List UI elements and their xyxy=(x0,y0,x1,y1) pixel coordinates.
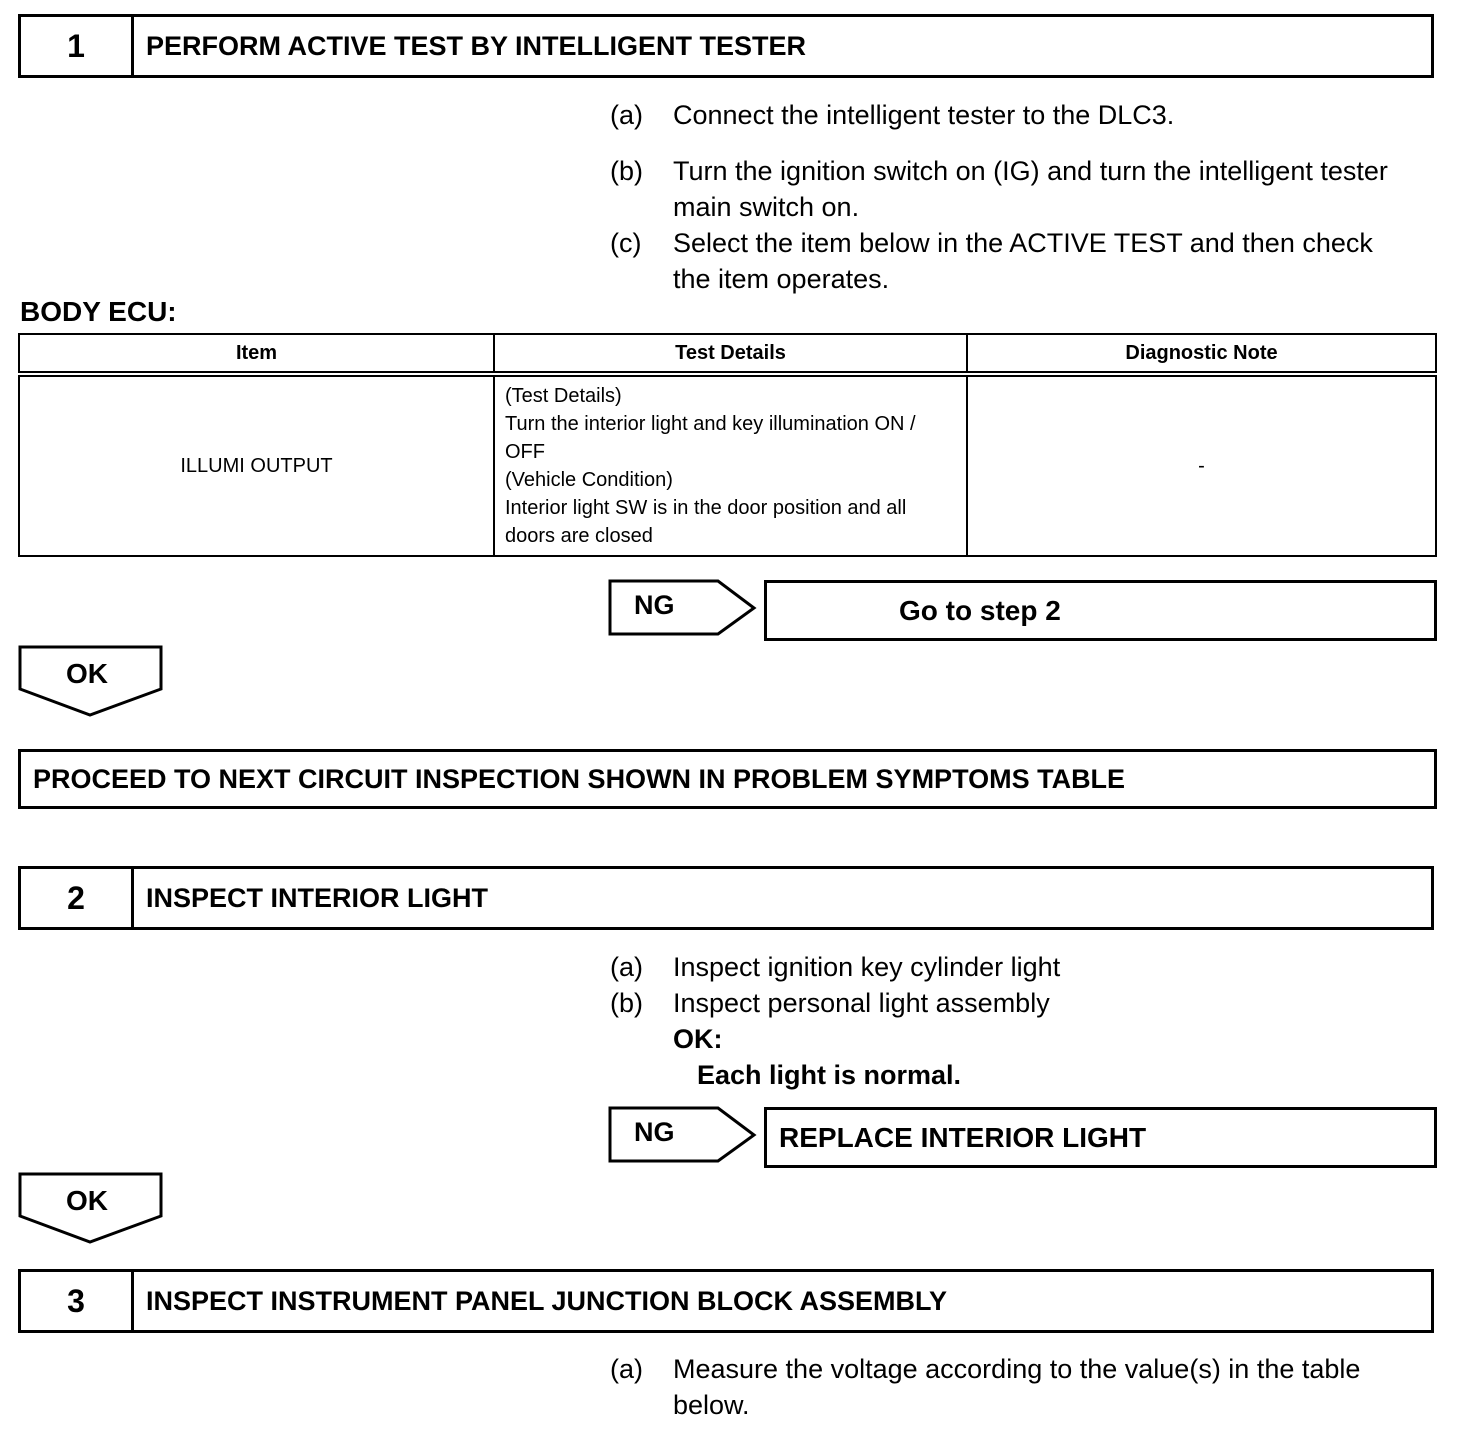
ng-result-box: REPLACE INTERIOR LIGHT xyxy=(764,1107,1437,1168)
step-title: INSPECT INTERIOR LIGHT xyxy=(146,882,489,913)
table-header-row xyxy=(19,334,1436,374)
instruction-item xyxy=(610,97,1410,133)
ok-result-box: PROCEED TO NEXT CIRCUIT INSPECTION SHOWN IN PROBLEM SYMPTOMS TABLE xyxy=(18,749,1437,809)
ok-criteria xyxy=(610,1021,1410,1093)
column-header-item: Item xyxy=(19,334,494,374)
cell-test-details xyxy=(494,374,967,556)
step-title: PERFORM ACTIVE TEST BY INTELLIGENT TESTER xyxy=(146,30,807,61)
instruction-label: (b) xyxy=(610,988,643,1018)
instruction-label: (b) xyxy=(610,156,643,186)
ng-result-box: Go to step 2 xyxy=(764,580,1437,641)
instruction-text: Inspect ignition key cylinder light xyxy=(673,952,1061,982)
step-number: 1 xyxy=(21,17,134,75)
ng-label: NG xyxy=(634,590,675,620)
ng-label: NG xyxy=(634,1117,675,1147)
table-title: BODY ECU: xyxy=(20,296,177,327)
table-row xyxy=(19,374,1436,556)
instruction-text: Connect the intelligent tester to the DLC3. xyxy=(673,100,1175,130)
instruction-item xyxy=(610,949,1410,985)
instruction-label: (a) xyxy=(610,1354,643,1384)
ok-criteria-text: Each light is normal. xyxy=(697,1060,962,1090)
step-number: 3 xyxy=(21,1272,134,1330)
step-2-instructions xyxy=(610,949,1410,1093)
step-number: 2 xyxy=(21,869,134,927)
step-1-header xyxy=(18,14,1434,78)
step-title: INSPECT INSTRUMENT PANEL JUNCTION BLOCK ASSEMBLY xyxy=(146,1285,948,1316)
instruction-text: Inspect personal light assembly xyxy=(673,988,1050,1018)
column-header-test-details: Test Details xyxy=(494,334,967,374)
step-1-instructions xyxy=(610,97,1410,297)
details-line: (Test Details) xyxy=(505,385,622,407)
ng-arrow-icon xyxy=(608,1106,758,1164)
ok-label: OK xyxy=(66,658,108,689)
ng-arrow-icon xyxy=(608,579,758,637)
instruction-label: (c) xyxy=(610,228,642,258)
instruction-label: (a) xyxy=(610,952,643,982)
instruction-label: (a) xyxy=(610,100,643,130)
cell-item: ILLUMI OUTPUT xyxy=(19,374,494,556)
instruction-item xyxy=(610,225,1410,297)
instruction-item xyxy=(610,985,1410,1021)
details-line: Interior light SW is in the door position and all doors are closed xyxy=(505,497,907,547)
instruction-text: Measure the voltage according to the value(s) in the table below. xyxy=(673,1354,1361,1420)
column-header-diagnostic-note: Diagnostic Note xyxy=(967,334,1436,374)
details-line: Turn the interior light and key illumination ON / OFF xyxy=(505,413,916,463)
cell-diagnostic-note: - xyxy=(967,374,1436,556)
step-3-header xyxy=(18,1269,1434,1333)
instruction-text: Turn the ignition switch on (IG) and turn the intelligent tester main switch on. xyxy=(673,156,1388,222)
step-2-header xyxy=(18,866,1434,930)
ok-criteria-heading: OK: xyxy=(673,1024,723,1054)
details-line: (Vehicle Condition) xyxy=(505,469,673,491)
instruction-text: Select the item below in the ACTIVE TEST and then check the item operates. xyxy=(673,228,1373,294)
ok-label: OK xyxy=(66,1185,108,1216)
instruction-item xyxy=(610,1351,1410,1423)
body-ecu-table xyxy=(18,333,1437,557)
step-3-instructions xyxy=(610,1351,1410,1423)
instruction-item xyxy=(610,153,1410,225)
